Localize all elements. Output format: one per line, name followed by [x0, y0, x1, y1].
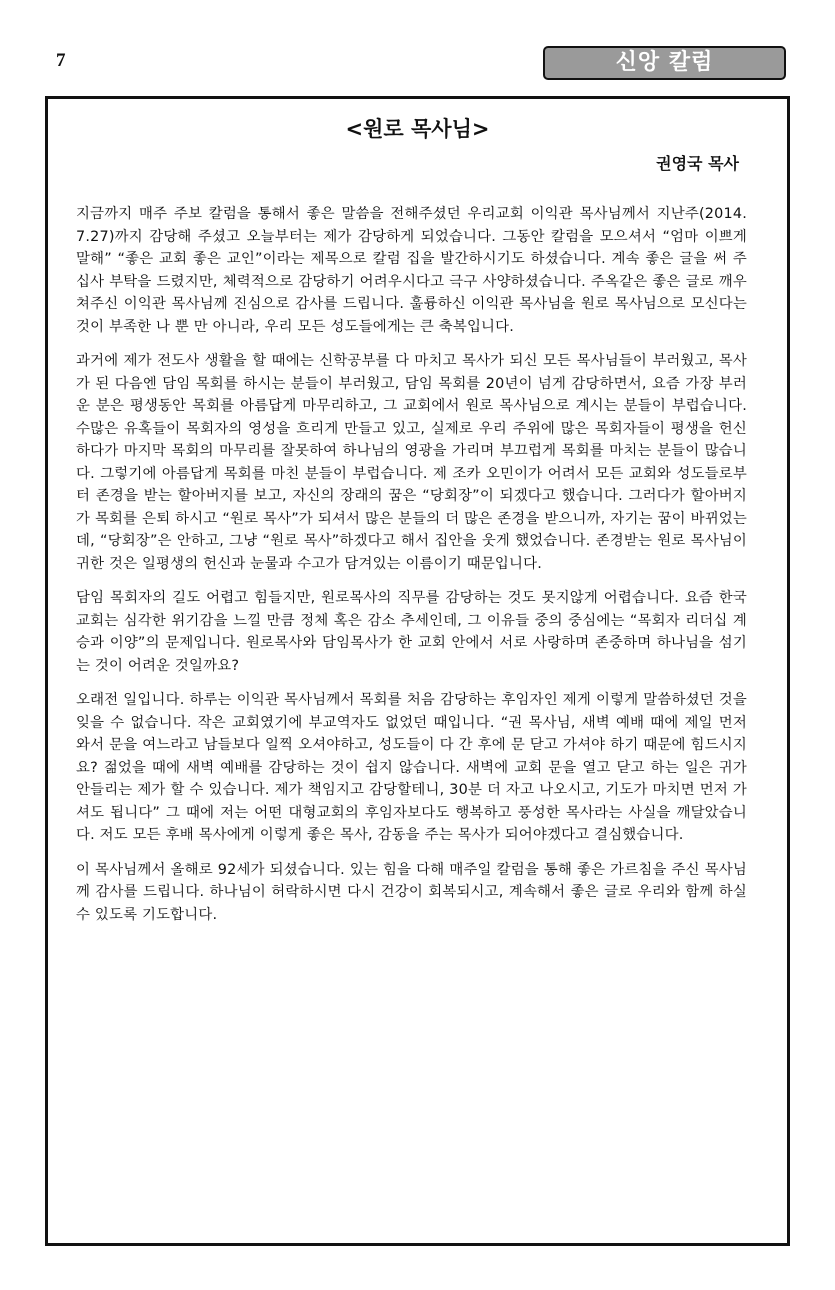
paragraph: 오래전 일입니다. 하루는 이익관 목사님께서 목회를 처음 감당하는 후임자인 제게 이렇게 말씀하셨던 것을 잊을 수 없습니다. 작은 교회였기에 부교역자도 없었던 때입니다. “권 목사님, 새벽 예배 때에 제일 먼저 와서 문을 여느라고 남들보다 일찍 오셔야하고, 성도들이 다 간 후에 문 닫고 가셔야 하기 때문에 힘드시지요? 젊었을 때에 새벽 예배를 감당하는 것이 쉽지 않습니다. 새벽에 교회 문을 열고 닫고 하는 일은 귀가 안들리는 제가 할 수 있습니다. 제가 책임지고 감당할테니, 30분 더 자고 나오시고, 기도가 마치면 먼저 가셔도 됩니다” 그 때에 저는 어떤 대형교회의 후임자보다도 행복하고 풍성한 목사라는 사실을 깨달았습니다. 저도 모든 후배 목사에게 이렇게 좋은 목사, 감동을 주는 목사가 되어야겠다고 결심했습니다.	[76, 692, 747, 843]
paragraph: 담임 목회자의 길도 어렵고 힘들지만, 원로목사의 직무를 감당하는 것도 못지않게 어렵습니다. 요즘 한국 교회는 심각한 위기감을 느낄 만큼 정체 혹은 감소 추세인데, 그 이유들 중의 중심에는 “목회자 리더십 계승과 이양”의 문제입니다. 원로목사와 담임목사가 한 교회 안에서 서로 사랑하며 존중하며 하나님을 섬기는 것이 어려운 것일까요?	[76, 590, 747, 674]
page-number: 7	[56, 50, 66, 71]
article-title: <원로 목사님>	[345, 117, 490, 141]
article-body	[76, 203, 747, 938]
paragraph: 이 목사님께서 올해로 92세가 되셨습니다. 있는 힘을 다해 매주일 칼럼을 통해 좋은 가르침을 주신 목사님께 감사를 드립니다. 하나님이 허락하시면 다시 건강이 회복되시고, 계속해서 좋은 글로 우리와 함께 하실 수 있도록 기도합니다.	[76, 861, 747, 923]
paragraph: 과거에 제가 전도사 생활을 할 때에는 신학공부를 다 마치고 목사가 되신 모든 목사님들이 부러웠고, 목사가 된 다음엔 담임 목회를 하시는 분들이 부러웠고, 담임 목회를 20년이 넘게 감당하면서, 요즘 가장 부러운 분은 평생동안 목회를 아름답게 마무리하고, 그 교회에서 원로 목사님으로 계시는 분들이 부럽습니다. 수많은 유혹들이 목회자의 영성을 흐리게 만들고 있고, 실제로 우리 주위에 많은 목회자들이 평생을 헌신하다가 마지막 목회의 마무리를 잘못하여 하나님의 영광을 가리며 부끄럽게 목회를 마치는 분들이 많습니다. 그렇기에 아름답게 목회를 마친 분들이 부럽습니다. 제 조카 오민이가 어려서 모든 교회와 성도들로부터 존경을 받는 할아버지를 보고, 자신의 장래의 꿈은 “당회장”이 되겠다고 했습니다. 그러다가 할아버지가 목회를 은퇴 하시고 “원로 목사”가 되셔서 많은 분들의 더 많은 존경을 받으니까, 자기는 꿈이 바뀌었는데, “당회장”은 안하고, 그냥 “원로 목사”하겠다고 해서 집안을 웃게 했었습니다. 존경받는 원로 목사님이 귀한 것은 일평생의 헌신과 눈물과 수고가 담겨있는 이름이기 때문입니다.	[76, 353, 747, 572]
article-frame	[45, 96, 790, 1246]
section-tab: 신앙 칼럼	[543, 46, 786, 80]
paragraph: 지금까지 매주 주보 칼럼을 통해서 좋은 말씀을 전해주셨던 우리교회 이익관 목사님께서 지난주(2014. 7.27)까지 감당해 주셨고 오늘부터는 제가 감당하게 되었습니다. 그동안 칼럼을 모으셔서 “엄마 이쁘게 말해” “좋은 교회 좋은 교인”이라는 제목으로 칼럼 집을 발간하시기도 하셨습니다. 계속 좋은 글을 써 주십사 부탁을 드렸지만, 체력적으로 감당하기 어려우시다고 극구 사양하셨습니다. 주옥같은 좋은 글로 깨우쳐주신 이익관 목사님께 진심으로 감사를 드립니다. 훌륭하신 이익관 목사님을 원로 목사님으로 모신다는 것이 부족한 나 뿐 만 아니라, 우리 모든 성도들에게는 큰 축복입니다.	[76, 206, 747, 335]
article-author: 권영국 목사	[656, 154, 739, 173]
